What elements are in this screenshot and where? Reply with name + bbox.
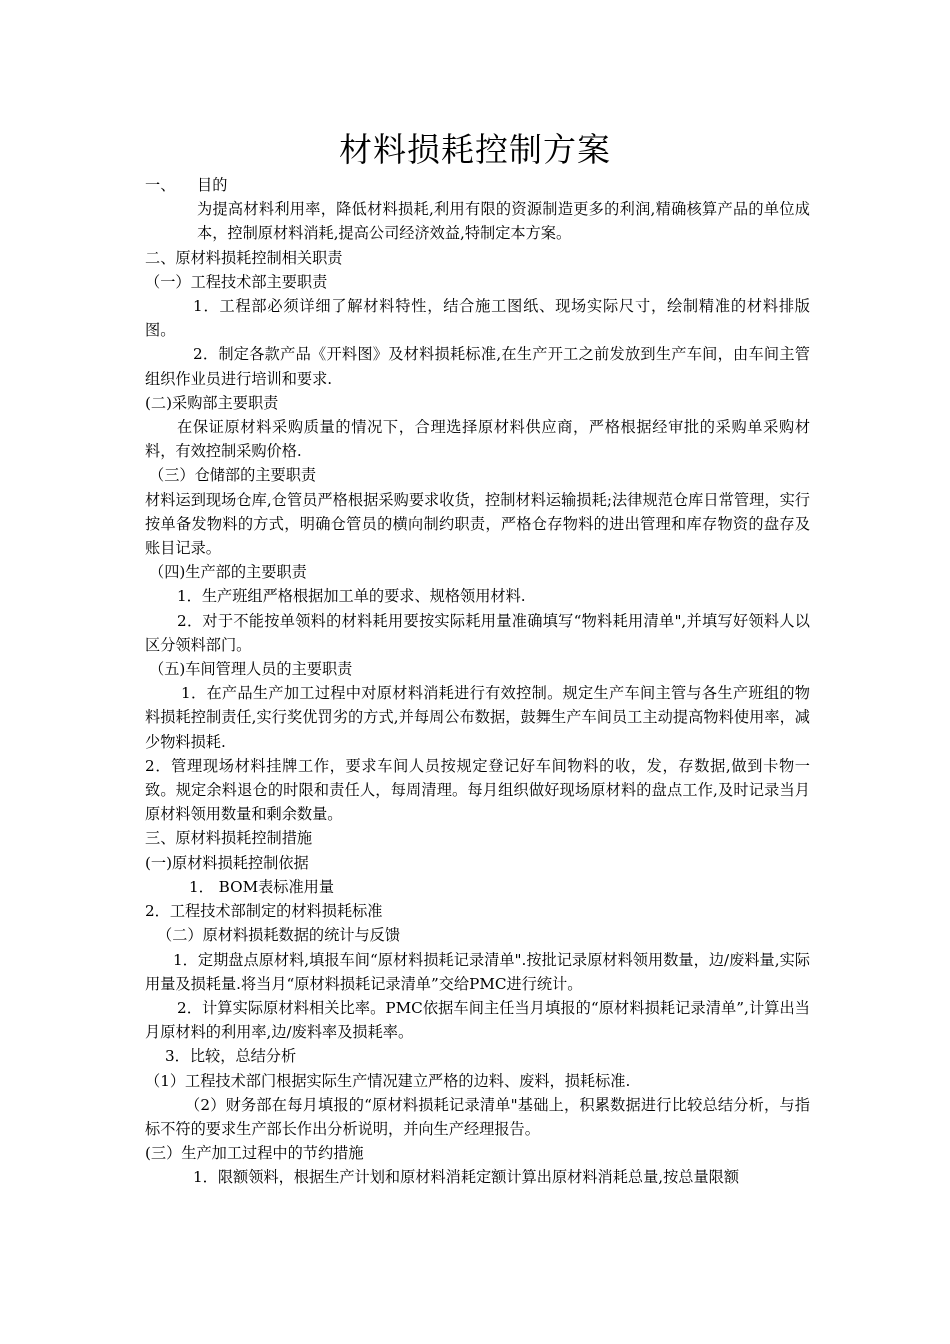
section-3-2-item-3: 3．比较，总结分析	[165, 1047, 297, 1066]
document-title: 材料损耗控制方案	[339, 130, 611, 169]
section-1-paragraph: 为提高材料利用率，降低材料损耗,利用有限的资源制造更多的利润,精确核算产品的单位成本，控制原材料消耗,提高公司经济效益,特制定本方案。	[197, 200, 810, 243]
section-3-3-heading: (三）生产加工过程中的节约措施	[145, 1144, 364, 1163]
section-3-2-paragraph-1: 1．定期盘点原材料,填报车间“原材料损耗记录清单".按批记录原材料领用数量，边/废料量,实际用量及损耗量.将当月“原材料损耗记录清单”交给PMC进行统计。	[145, 950, 810, 993]
section-3-heading: 三、原材料损耗控制措施	[145, 829, 313, 848]
section-3-1-heading: (一)原材料损耗控制依据	[145, 853, 309, 872]
section-2-4-paragraph-2: 2．对于不能按单领料的材料耗用要按实际耗用量准确填写“物料耗用清单",并填写好领料人以区分领料部门。	[145, 611, 810, 654]
section-1-title: 目的	[197, 176, 228, 194]
section-3-2-subitem-1: （1）工程技术部门根据实际生产情况建立严格的边料、废料，损耗标准.	[145, 1071, 631, 1090]
section-2-5-paragraph-1: 1．在产品生产加工过程中对原材料消耗进行有效控制。规定生产车间主管与各生产班组的物料损耗控制责任,实行奖优罚劣的方式,并每周公布数据，鼓舞生产车间员工主动提高物料使用率，减少物料损耗.	[145, 684, 810, 751]
section-2-heading: 二、原材料损耗控制相关职责	[145, 248, 343, 267]
section-2-4-paragraph-1: 1．生产班组严格根据加工单的要求、规格领用材料.	[177, 587, 526, 606]
section-2-3-paragraph-1: 材料运到现场仓库,仓管员严格根据采购要求收货，控制材料运输损耗;法律规范仓库日常管理，实行按单备发物料的方式，明确仓管员的横向制约职责，严格仓存物料的进出管理和库存物资的盘存及账目记录。	[145, 490, 810, 558]
section-2-1-paragraph-2: 2．制定各款产品《开料图》及材料损耗标准,在生产开工之前发放到生产车间，由车间主管组织作业员进行培训和要求.	[145, 345, 810, 388]
section-2-5-heading: （五)车间管理人员的主要职责	[149, 660, 353, 679]
section-3-1-item-1: 1． BOM表标准用量	[189, 877, 335, 896]
section-1-heading	[145, 173, 810, 197]
section-2-2-heading: (二)采购部主要职责	[145, 393, 279, 412]
document-body	[145, 173, 810, 1190]
section-3-2-paragraph-2: 2．计算实际原材料相关比率。PMC依据车间主任当月填报的“原材料损耗记录清单”,计算出当月原材料的利用率,边/废料率及损耗率。	[145, 998, 810, 1042]
section-3-2-heading: （二）原材料损耗数据的统计与反馈	[157, 926, 400, 945]
section-1-number: 一、	[145, 176, 176, 194]
section-2-2-paragraph-1: 在保证原材料采购质量的情况下，合理选择原材料供应商，严格根据经审批的采购单采购材料，有效控制采购价格.	[145, 418, 810, 461]
section-2-4-heading: （四)生产部的主要职责	[149, 563, 307, 582]
section-3-2-subitem-2: （2）财务部在每月填报的“原材料损耗记录清单"基础上，积累数据进行比较总结分析，与指标不符的要求生产部长作出分析说明，并向生产经理报告。	[145, 1095, 810, 1138]
section-3-3-paragraph-1: 1．限额领料，根据生产计划和原材料消耗定额计算出原材料消耗总量,按总量限额	[193, 1168, 740, 1187]
section-2-3-heading: （三）仓储部的主要职责	[149, 466, 317, 485]
section-3-1-item-2: 2．工程技术部制定的材料损耗标准	[145, 902, 383, 921]
section-2-5-paragraph-2: 2．管理现场材料挂牌工作，要求车间人员按规定登记好车间物料的收，发，存数据,做到卡物一致。规定余料退仓的时限和责任人，每周清理。每月组织做好现场原材料的盘点工作,及时记录当月原材料领用数量和剩余数量。	[145, 756, 810, 824]
section-2-1-paragraph-1: 1．工程部必须详细了解材料特性，结合施工图纸、现场实际尺寸，绘制精准的材料排版图。	[145, 297, 810, 340]
section-2-1-heading: （一）工程技术部主要职责	[145, 272, 328, 291]
